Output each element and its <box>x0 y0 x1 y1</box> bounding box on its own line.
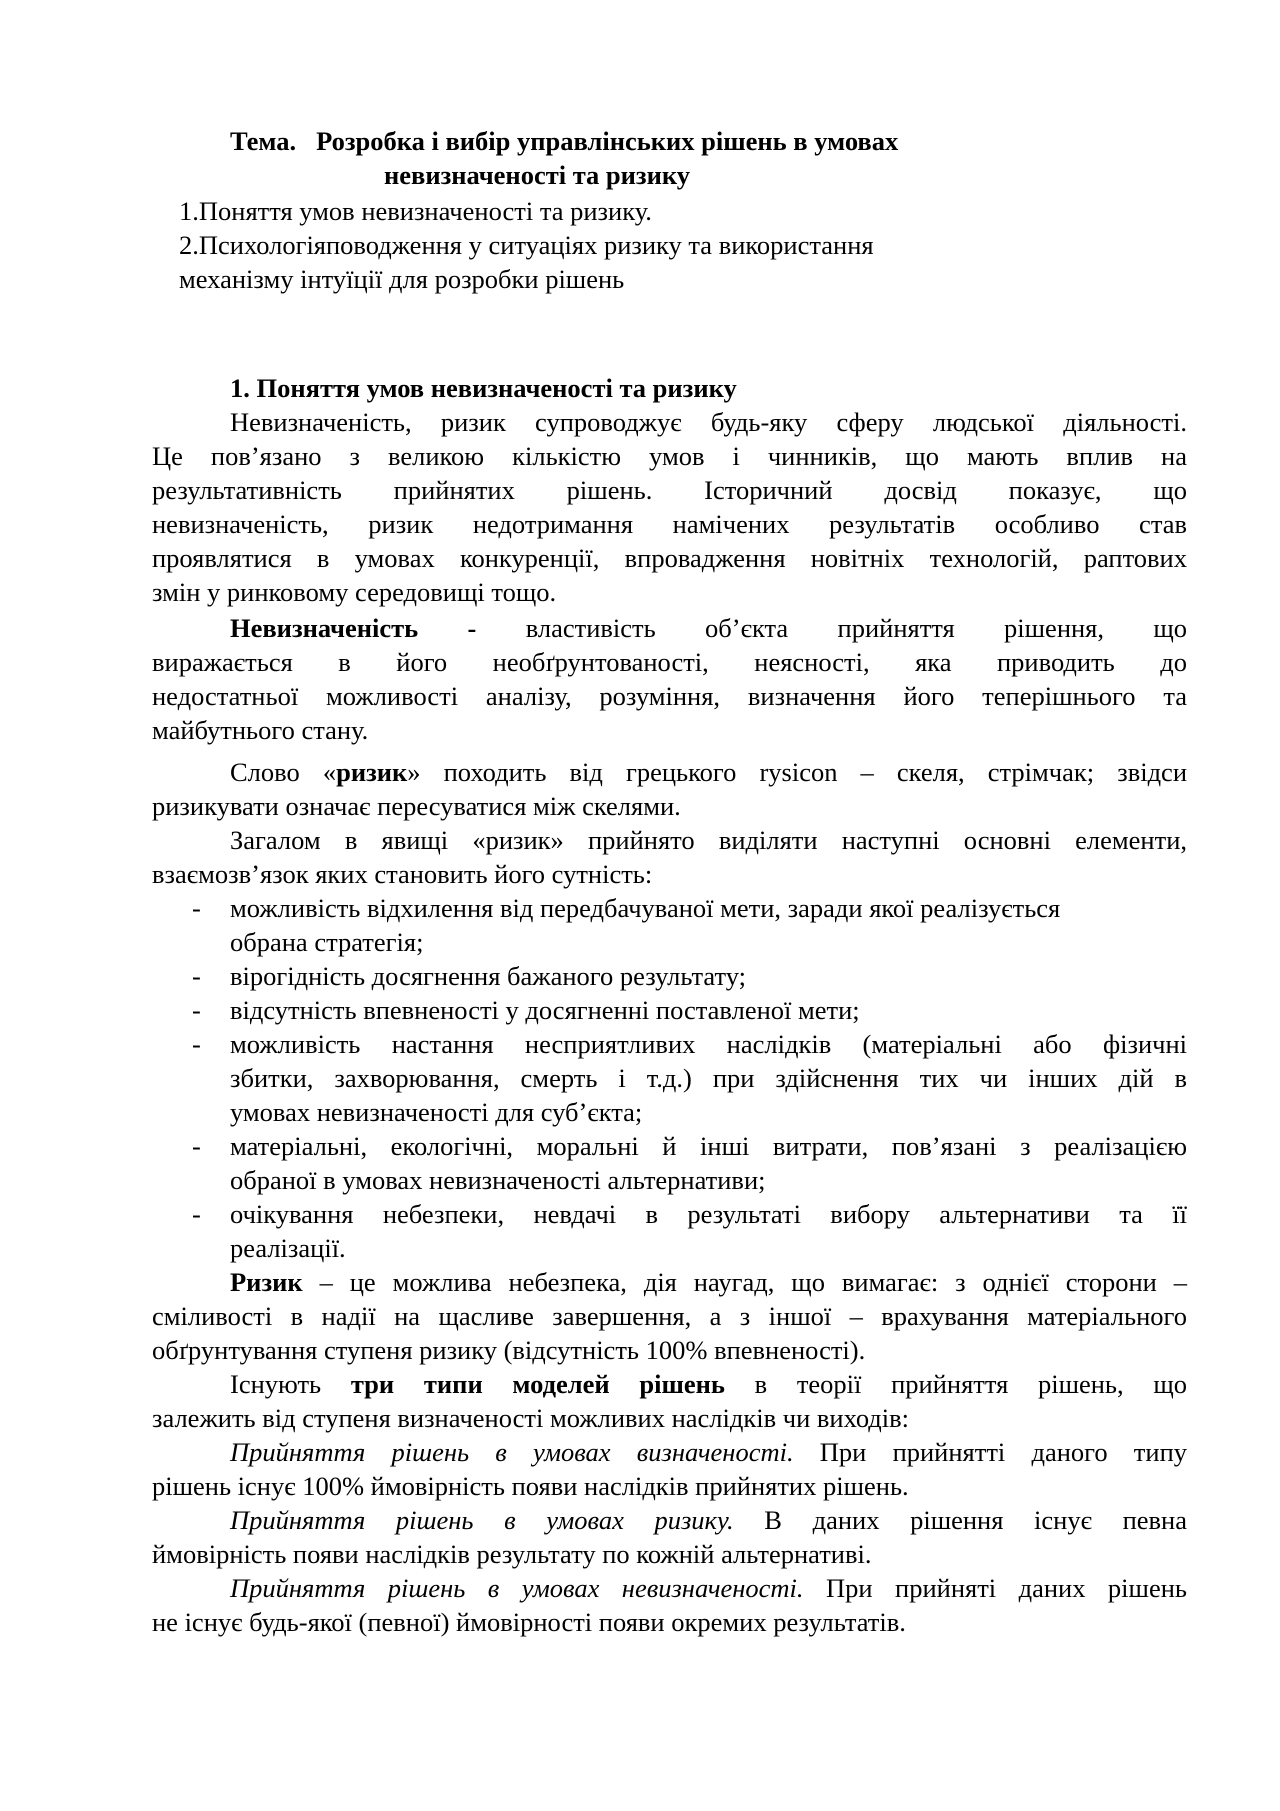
p8-line2: ймовірність появи наслідків результату по кожній альтернативі. <box>152 1539 872 1569</box>
p6-term: три типи моделей рішень <box>350 1369 725 1399</box>
p1-line3: результативність прийнятих рішень. Історичний досвід показує, що <box>152 475 1187 505</box>
bullet-1-line2: обрана стратегія; <box>230 927 424 957</box>
bullet-marker: - <box>192 1199 201 1229</box>
p7-line2: рішень існує 100% ймовірність появи наслідків прийнятих рішень. <box>152 1471 909 1501</box>
p3-post: » походить від грецького rysicon – скеля, стрімчак; звідси <box>407 757 1187 787</box>
bullet-marker: - <box>192 1131 201 1161</box>
p8-line1 <box>230 1503 1187 1537</box>
bullet-marker: - <box>192 995 201 1025</box>
p2-term: Невизначеність - <box>230 613 477 643</box>
p5-line3: обґрунтування ступеня ризику (відсутність 100% впевненості). <box>152 1335 866 1365</box>
topic-title-line2: невизначеності та ризику <box>384 160 690 190</box>
p8-term: Прийняття рішень в умовах ризику. <box>230 1505 734 1535</box>
bullet-4-line3: умовах невизначеності для суб’єкта; <box>230 1097 643 1127</box>
p5-term: Ризик <box>230 1267 303 1297</box>
bullet-4-line1: можливість настання несприятливих наслідків (матеріальні або фізичні <box>230 1029 1187 1059</box>
p1-line6: змін у ринковому середовищі тощо. <box>152 577 557 607</box>
bullet-marker: - <box>192 1029 201 1059</box>
outline-item-2-line2: механізму інтуїції для розробки рішень <box>179 264 625 294</box>
bullet-6-line1: очікування небезпеки, невдачі в результаті вибору альтернативи та її <box>230 1199 1187 1229</box>
p5-line1 <box>230 1265 1187 1299</box>
section-heading: 1. Поняття умов невизначеності та ризику <box>230 373 737 403</box>
p1-line1: Невизначеність, ризик супроводжує будь-яку сферу людської діяльності. <box>230 407 1187 437</box>
p3-line2: ризикувати означає пересуватися між скелями. <box>152 791 681 821</box>
p2-line1-rest: властивість об’єкта прийняття рішення, що <box>525 613 1187 643</box>
topic-title: Розробка і вибір управлінських рішень в умовах <box>316 126 899 156</box>
p8-rest: В даних рішення існує певна <box>733 1505 1187 1535</box>
p9-line1 <box>230 1571 1187 1605</box>
p6-post: в теорії прийняття рішень, що <box>724 1369 1187 1399</box>
bullet-2-line1: вірогідність досягнення бажаного результату; <box>230 961 746 991</box>
bullet-3-line1: відсутність впевненості у досягненні поставленої мети; <box>230 995 860 1025</box>
outline-item-1: 1.Поняття умов невизначеності та ризику. <box>179 196 652 226</box>
bullet-4-line2: збитки, захворювання, смерть і т.д.) при здійснення тих чи інших дій в <box>230 1063 1187 1093</box>
p2-line2: виражається в його необґрунтованості, неясності, яка приводить до <box>152 647 1187 677</box>
p2-line3: недостатньої можливості аналізу, розуміння, визначення його теперішнього та <box>152 681 1187 711</box>
p4-line1: Загалом в явищі «ризик» прийнято виділяти наступні основні елементи, <box>230 825 1187 855</box>
p3-line1 <box>230 755 1187 789</box>
p5-line2: сміливості в надії на щасливе завершення, а з іншої – врахування матеріального <box>152 1301 1187 1331</box>
p6-line2: залежить від ступеня визначеності можливих наслідків чи виходів: <box>152 1403 910 1433</box>
bullet-5-line1: матеріальні, екологічні, моральні й інші витрати, пов’язані з реалізацією <box>230 1131 1187 1161</box>
p5-line1-rest: – це можлива небезпека, дія наугад, що вимагає: з однієї сторони – <box>302 1267 1187 1297</box>
outline-item-2-line1: 2.Психологіяповодження у ситуаціях ризику та використання <box>179 230 874 260</box>
p4-line2: взаємозв’язок яких становить його сутність: <box>152 859 653 889</box>
p9-term: Прийняття рішень в умовах невизначеності. <box>230 1573 804 1603</box>
topic-title-line1 <box>230 124 898 158</box>
p3-term: ризик <box>336 757 408 787</box>
p1-line5: проявлятися в умовах конкуренції, впровадження новітніх технологій, раптових <box>152 543 1187 573</box>
p2-line1 <box>230 611 1187 645</box>
p3-pre: Слово « <box>230 757 337 787</box>
p6-line1 <box>230 1367 1187 1401</box>
p7-rest: При прийнятті даного типу <box>793 1437 1187 1467</box>
p7-line1 <box>230 1435 1187 1469</box>
bullet-1-line1: можливість відхилення від передбачуваної мети, заради якої реалізується <box>230 893 1061 923</box>
p9-line2: не існує будь-якої (певної) ймовірності появи окремих результатів. <box>152 1607 906 1637</box>
topic-label: Тема. <box>230 126 297 156</box>
p9-rest: При прийняті даних рішень <box>803 1573 1187 1603</box>
p6-pre: Існують <box>230 1369 351 1399</box>
p1-line4: невизначеність, ризик недотримання намічених результатів особливо став <box>152 509 1187 539</box>
bullet-marker: - <box>192 961 201 991</box>
p7-term: Прийняття рішень в умовах визначеності. <box>230 1437 794 1467</box>
p1-line2: Це пов’язано з великою кількістю умов і чинників, що мають вплив на <box>152 441 1187 471</box>
p2-line4: майбутнього стану. <box>152 715 369 745</box>
bullet-5-line2: обраної в умовах невизначеності альтернативи; <box>230 1165 766 1195</box>
bullet-6-line2: реалізації. <box>230 1233 346 1263</box>
bullet-marker: - <box>192 893 201 923</box>
